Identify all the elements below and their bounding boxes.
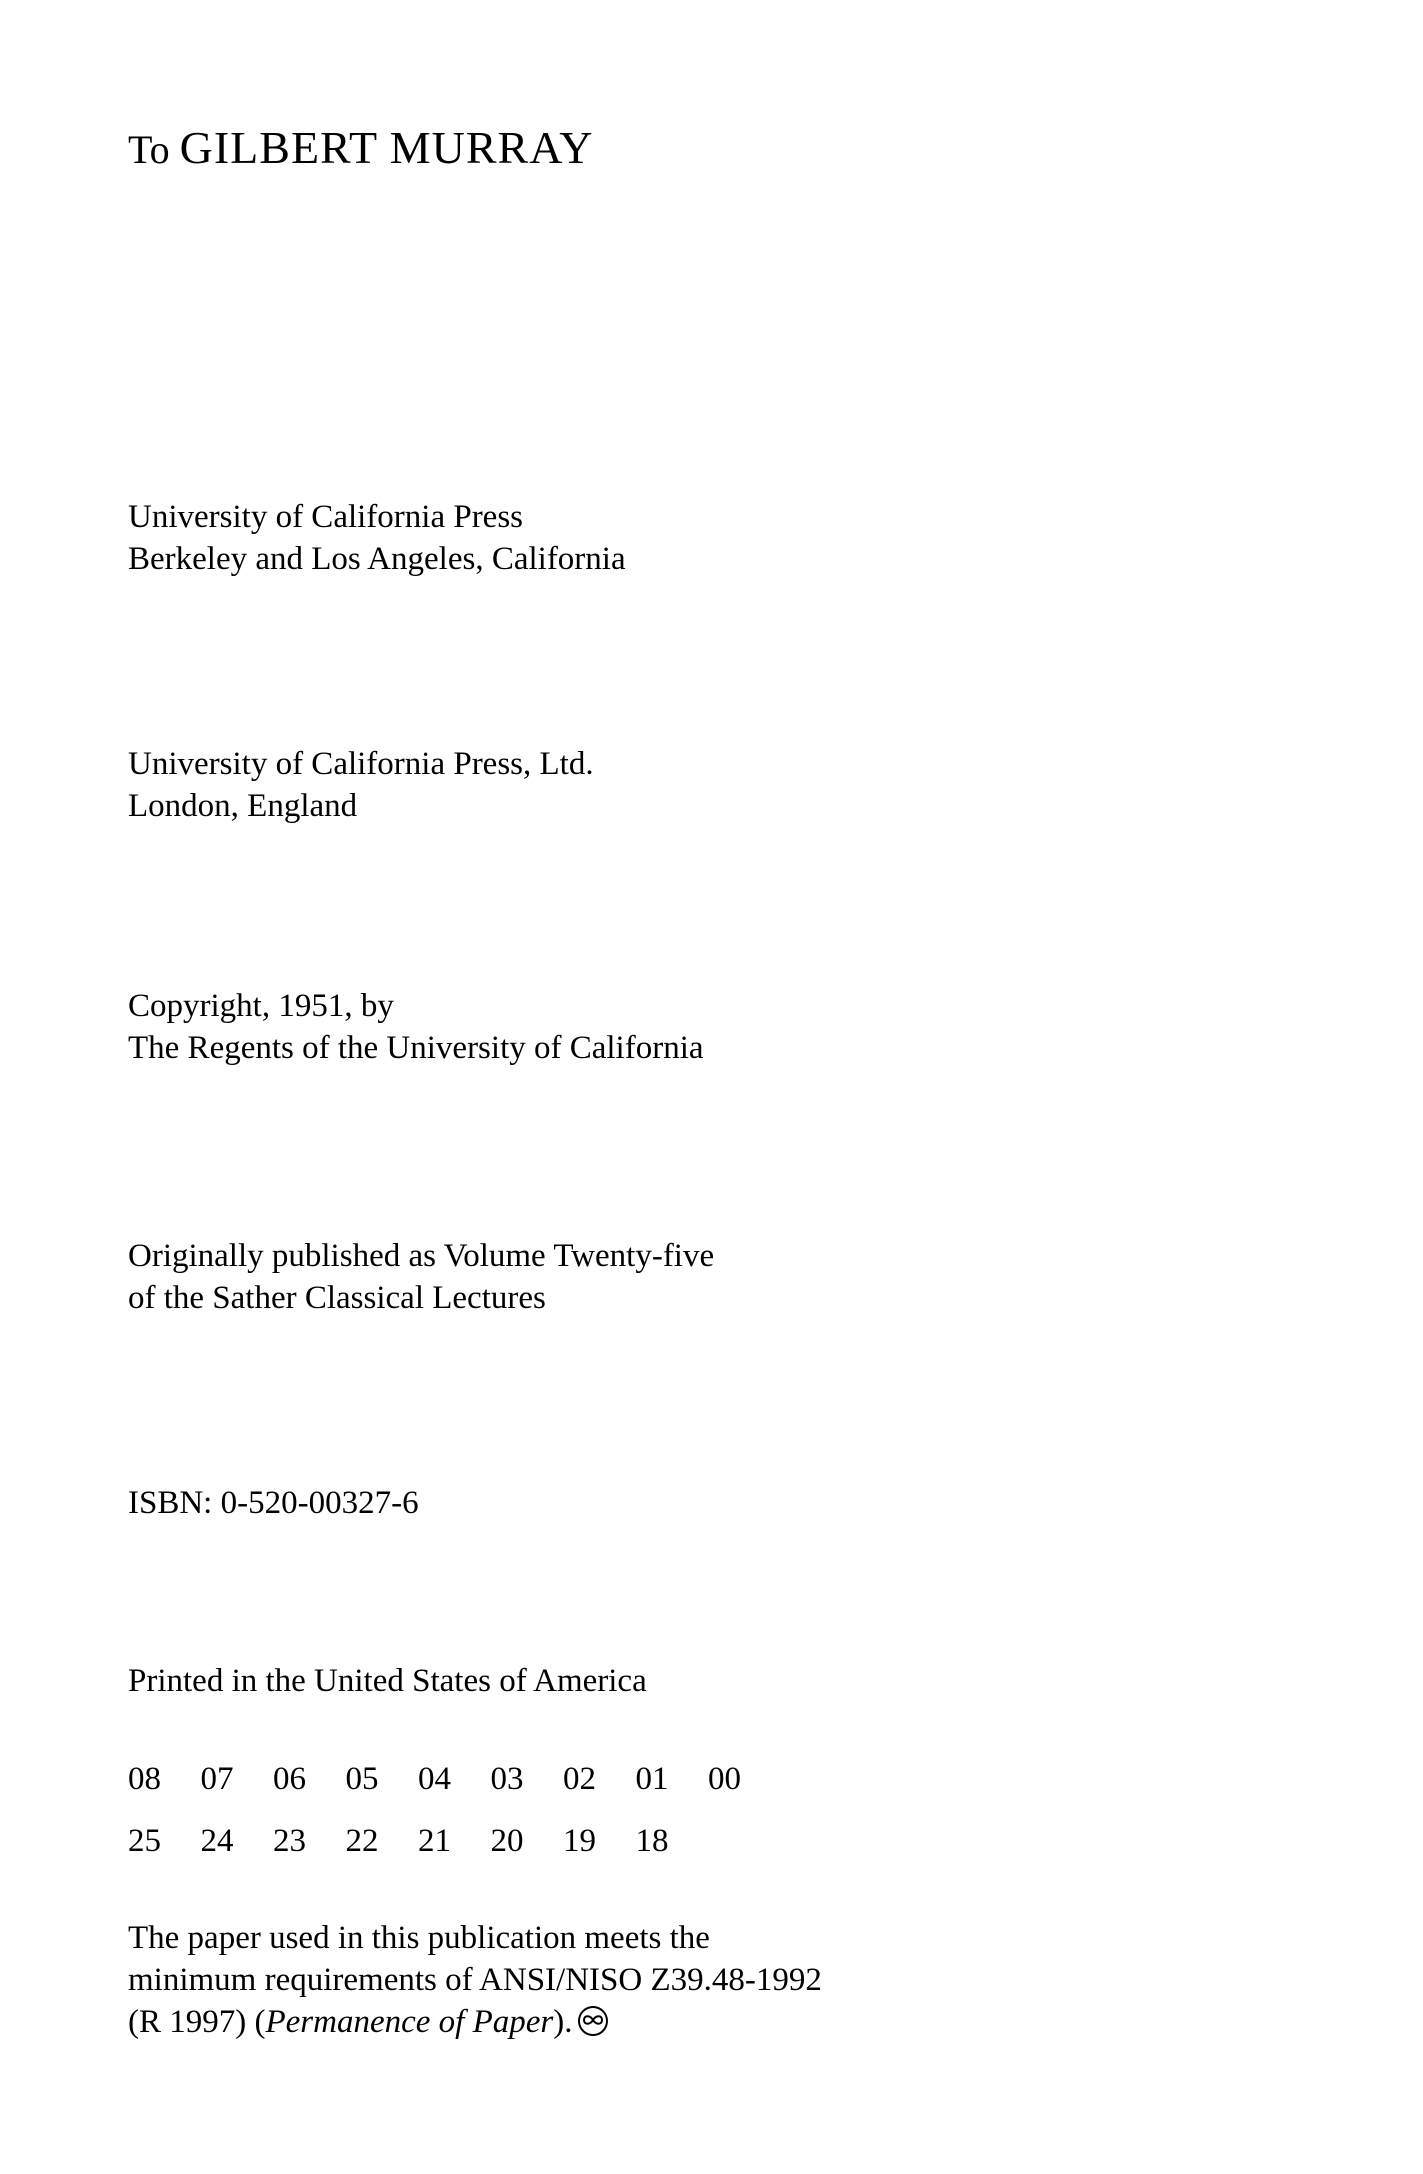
publisher-name: University of California Press xyxy=(128,499,524,535)
dedication xyxy=(128,118,593,180)
printing-year: 06 xyxy=(273,1761,306,1797)
dedication-prefix: To xyxy=(128,127,170,172)
printing-year: 04 xyxy=(418,1761,451,1797)
paper-notice-line-3 xyxy=(128,2001,822,2043)
printing-year: 00 xyxy=(708,1761,741,1797)
printing-year: 01 xyxy=(635,1761,669,1797)
printing-year: 08 xyxy=(128,1761,161,1797)
printing-year: 02 xyxy=(563,1761,596,1797)
isbn: ISBN: 0-520-00327-6 xyxy=(128,1485,419,1521)
publisher-uk-location: London, England xyxy=(128,788,358,824)
printing-line-years xyxy=(128,1758,781,1800)
paper-notice-line-1: The paper used in this publication meets the xyxy=(128,1920,710,1956)
copyright-holder: The Regents of the University of California xyxy=(128,1030,704,1066)
printed-in: Printed in the United States of America xyxy=(128,1663,647,1699)
publisher-uk-block xyxy=(128,743,594,827)
series-note-line-1: Originally published as Volume Twenty-five xyxy=(128,1238,715,1274)
publisher-location: Berkeley and Los Angeles, California xyxy=(128,541,626,577)
paper-notice xyxy=(128,1917,822,2043)
publisher-uk-name: University of California Press, Ltd. xyxy=(128,746,594,782)
paper-notice-prefix: (R 1997) ( xyxy=(128,2004,266,2040)
printing-number: 25 xyxy=(128,1823,161,1859)
printing-number: 22 xyxy=(345,1823,379,1859)
printing-number: 19 xyxy=(563,1823,596,1859)
series-note-block xyxy=(128,1235,714,1319)
series-note-line-2: of the Sather Classical Lectures xyxy=(128,1280,546,1316)
printing-number: 18 xyxy=(635,1823,669,1859)
printing-number: 20 xyxy=(490,1823,524,1859)
printing-number: 23 xyxy=(273,1823,306,1859)
permanence-of-paper: Permanence of Paper xyxy=(265,2004,554,2040)
publisher-block xyxy=(128,496,626,580)
printing-number: 24 xyxy=(200,1823,234,1859)
copyright-line: Copyright, 1951, by xyxy=(128,988,394,1024)
infinity-circle-icon xyxy=(578,2006,608,2036)
paper-notice-suffix: ). xyxy=(553,2004,573,2040)
printing-line-numbers xyxy=(128,1820,708,1862)
printing-year: 07 xyxy=(200,1761,234,1797)
dedication-name: GILBERT MURRAY xyxy=(179,122,594,173)
printing-year: 05 xyxy=(345,1761,379,1797)
paper-notice-line-2: minimum requirements of ANSI/NISO Z39.48-1992 xyxy=(128,1962,822,1998)
copyright-block xyxy=(128,985,704,1069)
printing-number: 21 xyxy=(418,1823,451,1859)
printing-year: 03 xyxy=(490,1761,524,1797)
